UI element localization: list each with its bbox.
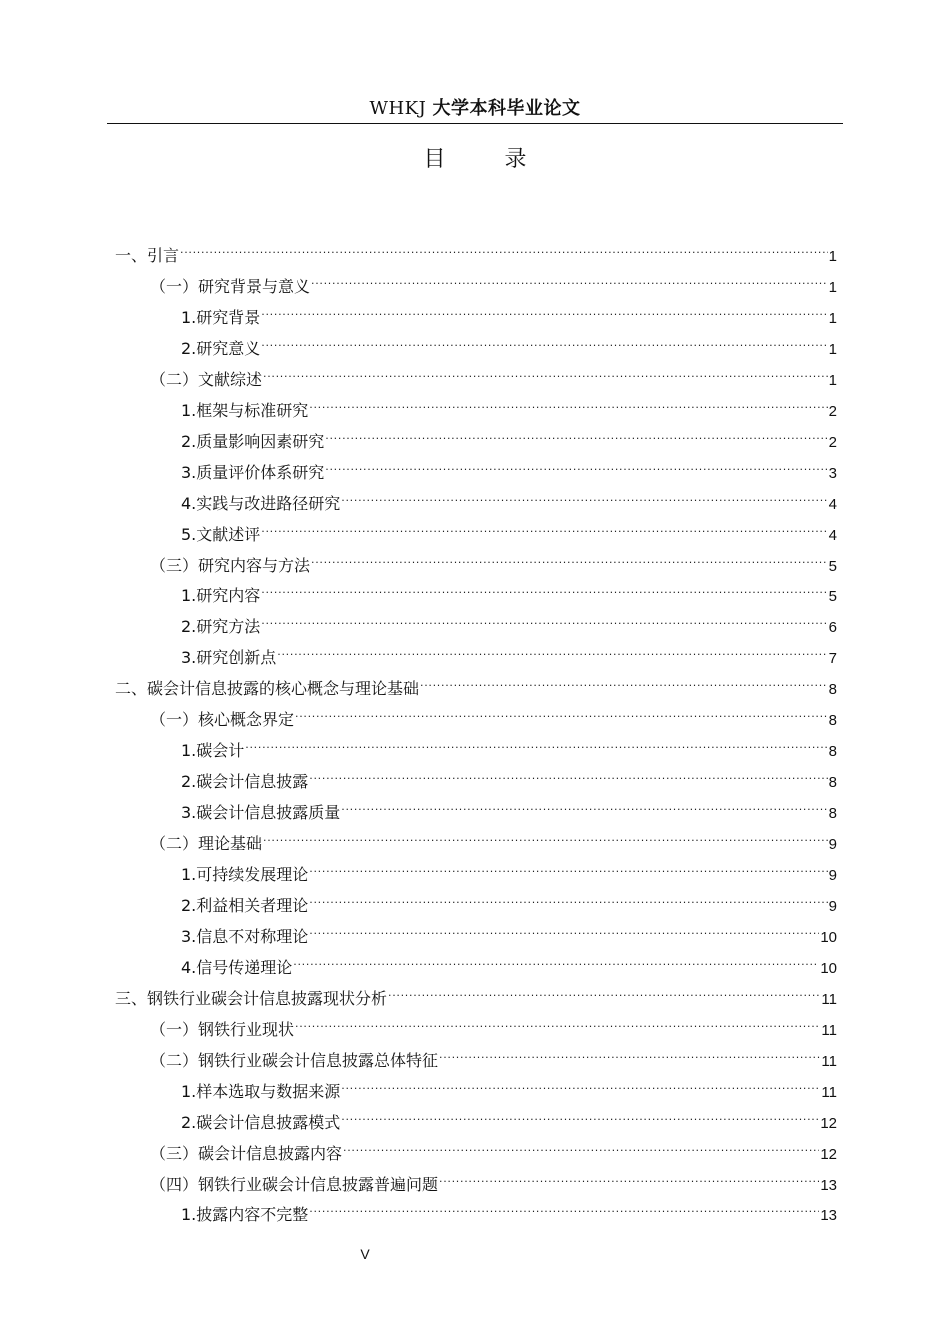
toc-entry-label: 2.利益相关者理论	[181, 895, 309, 915]
toc-entry[interactable]	[150, 1005, 837, 1039]
toc-entry-page: 8	[828, 712, 837, 730]
toc-entry-label: 1.研究内容	[181, 586, 261, 606]
toc-entry-page: 8	[828, 805, 837, 823]
toc-entry[interactable]	[150, 1036, 837, 1070]
toc-entry-label: 3.信息不对称理论	[181, 926, 309, 946]
toc-dot-leader	[309, 757, 827, 787]
toc-dot-leader	[261, 324, 827, 354]
toc-entry[interactable]	[181, 293, 837, 327]
toc-entry-label: （三）研究内容与方法	[150, 555, 311, 575]
toc-dot-leader	[263, 819, 828, 849]
toc-entry-label: 1.样本选取与数据来源	[181, 1081, 341, 1101]
toc-entry-page: 3	[828, 464, 837, 482]
toc-entry[interactable]	[150, 695, 837, 730]
page-number: V	[360, 1246, 370, 1262]
toc-entry-page: 9	[828, 836, 837, 854]
toc-entry-label: （二）钢铁行业碳会计信息披露总体特征	[150, 1050, 439, 1070]
toc-entry-label: 一、引言	[115, 246, 180, 265]
toc-entry-label: 三、钢铁行业碳会计信息披露现状分析	[115, 988, 388, 1008]
toc-entry[interactable]	[150, 355, 837, 389]
toc-entry-label: （一）钢铁行业现状	[150, 1019, 295, 1039]
toc-dot-leader	[309, 912, 819, 942]
toc-entry-page: 11	[821, 1083, 837, 1101]
toc-entry-page: 6	[828, 619, 837, 637]
toc-entry[interactable]	[115, 664, 837, 699]
toc-entry-page: 1	[828, 340, 837, 358]
toc-dot-leader	[388, 974, 820, 1004]
toc-entry-label: 4.实践与改进路径研究	[181, 493, 341, 513]
header-title: 大学本科毕业论文	[432, 98, 581, 119]
header-latin: WHKJ	[369, 98, 427, 119]
toc-entry[interactable]	[181, 757, 837, 792]
toc-entry[interactable]	[181, 1067, 837, 1101]
toc-entry[interactable]	[115, 231, 837, 265]
toc-dot-leader	[341, 788, 827, 818]
toc-entry-label: （一）研究背景与意义	[150, 276, 311, 296]
toc-entry[interactable]	[181, 448, 837, 482]
toc-dot-leader	[439, 1036, 820, 1066]
toc-dot-leader	[311, 262, 828, 292]
toc-dot-leader	[309, 386, 827, 416]
toc-entry-page: 11	[821, 990, 837, 1008]
toc-title: 目 录	[423, 147, 553, 172]
running-header	[107, 96, 843, 122]
toc-entry-label: 2.质量影响因素研究	[181, 431, 325, 451]
toc-dot-leader	[263, 355, 828, 385]
toc-entry-label: 3.研究创新点	[181, 648, 277, 668]
toc-entry-page: 9	[828, 867, 837, 884]
toc-entry-label: 3.碳会计信息披露质量	[181, 803, 341, 823]
toc-entry-page: 1	[828, 309, 837, 327]
toc-dot-leader	[309, 1190, 819, 1220]
toc-dot-leader	[180, 231, 828, 261]
toc-dot-leader	[309, 850, 827, 880]
toc-entry[interactable]	[181, 912, 837, 946]
toc-entry-page: 4	[828, 526, 837, 544]
toc-entry-page: 5	[828, 557, 837, 575]
toc-dot-leader	[293, 943, 819, 973]
toc-entry[interactable]	[150, 262, 837, 296]
toc-entry-label: （二）文献综述	[150, 369, 263, 389]
toc-entry[interactable]	[181, 324, 837, 358]
toc-entry-page: 12	[820, 1114, 837, 1132]
toc-entry-page: 13	[820, 1207, 837, 1225]
toc-entry[interactable]	[181, 571, 837, 606]
toc-dot-leader	[341, 1067, 820, 1097]
toc-entry[interactable]	[181, 386, 837, 420]
toc-entry-page: 8	[828, 774, 837, 792]
toc-entry-page: 12	[820, 1145, 837, 1163]
toc-dot-leader	[245, 726, 827, 756]
toc-entry[interactable]	[181, 943, 837, 977]
toc-entry-page: 8	[828, 743, 837, 761]
toc-entry-page: 7	[828, 650, 837, 668]
toc-entry[interactable]	[181, 1098, 837, 1132]
toc-entry-page: 11	[821, 1021, 837, 1039]
toc-entry-page: 10	[820, 928, 837, 946]
toc-entry[interactable]	[181, 417, 837, 451]
toc-dot-leader	[341, 1098, 819, 1128]
toc-dot-leader	[343, 1129, 819, 1159]
toc-entry-label: 1.披露内容不完整	[181, 1205, 309, 1225]
toc-entry[interactable]	[181, 479, 837, 513]
toc-entry-page: 8	[828, 681, 837, 699]
toc-entry[interactable]	[181, 881, 837, 915]
toc-entry[interactable]	[150, 1129, 837, 1163]
toc-dot-leader	[261, 293, 827, 323]
toc-entry-label: （一）核心概念界定	[150, 710, 295, 730]
toc-entry-label: 3.质量评价体系研究	[181, 462, 325, 482]
toc-entry-page: 5	[828, 588, 837, 606]
toc-entry-label: （三）碳会计信息披露内容	[150, 1143, 343, 1163]
toc-entry-label: 5.文献述评	[181, 524, 261, 544]
toc-entry-label: 2.研究方法	[181, 617, 261, 637]
toc-entry[interactable]	[181, 602, 837, 637]
toc-entry-page: 11	[821, 1052, 837, 1070]
toc-entry-label: 2.碳会计信息披露	[181, 772, 309, 792]
toc-entry[interactable]	[181, 510, 837, 544]
toc-entry[interactable]	[150, 541, 837, 575]
toc-dot-leader	[439, 1160, 819, 1190]
toc-entry-label: （四）钢铁行业碳会计信息披露普遍问题	[150, 1174, 439, 1194]
toc-entry-page: 2	[828, 402, 837, 420]
toc-entry-label: （二）理论基础	[150, 834, 263, 854]
toc-entry-label: 1.可持续发展理论	[181, 865, 309, 884]
toc-dot-leader	[309, 881, 827, 911]
toc-entry[interactable]	[181, 788, 837, 823]
toc-entry-page: 10	[820, 959, 837, 977]
toc-entry-label: 二、碳会计信息披露的核心概念与理论基础	[115, 679, 420, 699]
toc-dot-leader	[295, 1005, 820, 1035]
toc-dot-leader	[277, 633, 827, 663]
toc-entry-page: 2	[828, 433, 837, 451]
toc-entry-label: 2.碳会计信息披露模式	[181, 1112, 341, 1132]
toc-dot-leader	[261, 510, 827, 540]
toc-entry[interactable]	[181, 1190, 837, 1225]
toc-entry-page: 4	[828, 495, 837, 513]
header-rule	[107, 123, 843, 124]
toc-entry-page: 1	[828, 248, 837, 265]
toc-entry[interactable]	[115, 974, 837, 1008]
toc-entry[interactable]	[181, 726, 837, 761]
toc-dot-leader	[261, 602, 827, 632]
toc-entry-label: 1.研究背景	[181, 307, 261, 327]
toc-dot-leader	[295, 695, 828, 725]
toc-entry[interactable]	[181, 850, 837, 884]
toc-dot-leader	[261, 571, 827, 601]
toc-dot-leader	[311, 541, 828, 571]
toc-entry-page: 1	[828, 371, 837, 389]
toc-entry[interactable]	[181, 633, 837, 668]
toc-entry[interactable]	[150, 819, 837, 854]
toc-dot-leader	[325, 417, 827, 447]
toc-dot-leader	[341, 479, 827, 509]
toc-dot-leader	[420, 664, 828, 694]
toc-entry[interactable]	[150, 1160, 837, 1194]
toc-entry-page: 1	[828, 278, 837, 296]
toc-dot-leader	[325, 448, 827, 478]
toc-entry-page: 13	[820, 1176, 837, 1194]
toc-entry-page: 9	[828, 897, 837, 915]
toc-entry-label: 1.框架与标准研究	[181, 400, 309, 420]
toc-entry-label: 1.碳会计	[181, 741, 245, 761]
toc-entry-label: 2.研究意义	[181, 338, 261, 358]
toc-entry-label: 4.信号传递理论	[181, 957, 293, 977]
